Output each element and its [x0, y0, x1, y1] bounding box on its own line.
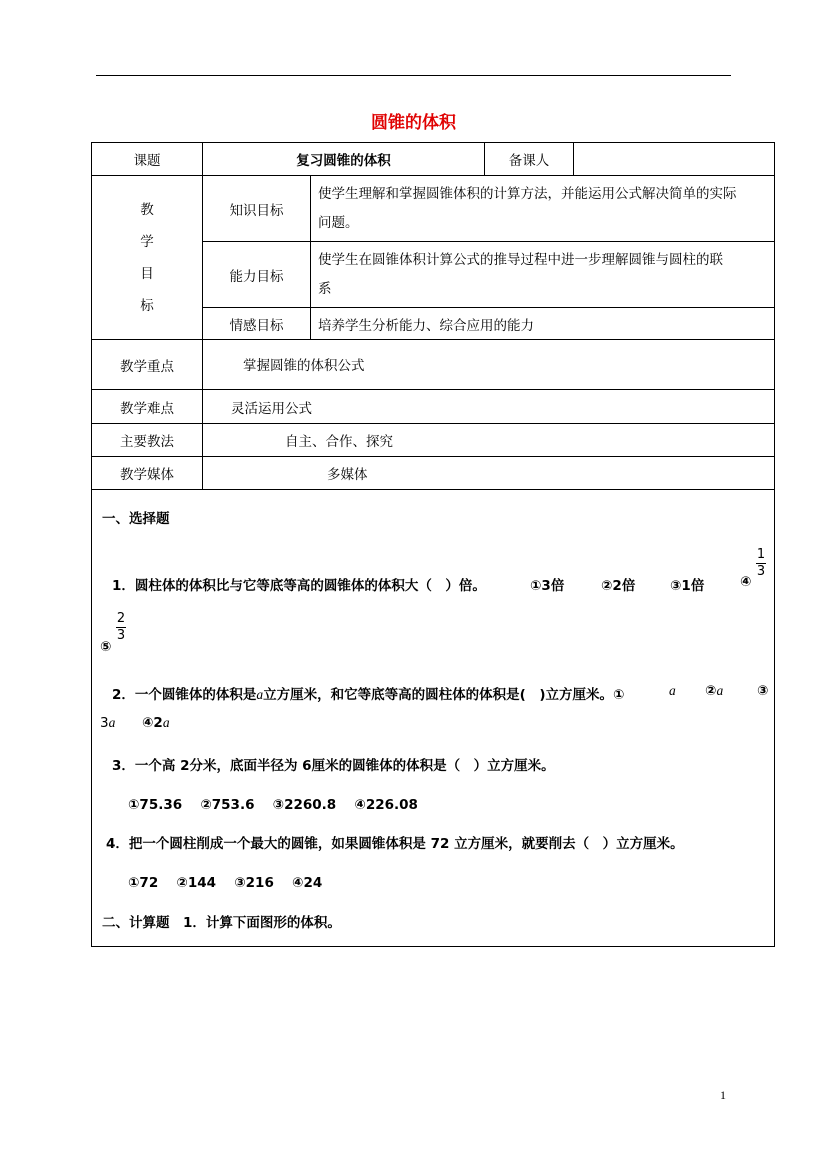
objective-text	[311, 176, 775, 242]
info-label: 教学重点	[92, 340, 203, 390]
q2-option-mark: ④2	[142, 715, 163, 731]
q1-fraction	[756, 548, 766, 579]
objectives-label	[92, 176, 203, 340]
header-rule	[96, 75, 731, 76]
q2-option	[142, 715, 170, 731]
q2-option	[100, 715, 115, 731]
info-value: 掌握圆锥的体积公式	[203, 340, 775, 390]
objective-label: 知识目标	[203, 176, 311, 242]
objective-line: 培养学生分析能力、综合应用的能力	[318, 317, 534, 334]
objectives-char: 学	[140, 233, 154, 250]
page-title: 圆锥的体积	[371, 113, 456, 133]
q1-option: ①3倍	[530, 578, 565, 594]
q2-text: 立方厘米，和它等底等高的圆柱体的体积是( )立方厘米。	[263, 687, 613, 703]
preparer-value	[574, 143, 775, 176]
section-heading: 一、选择题	[102, 511, 170, 527]
objectives-char: 标	[140, 297, 154, 314]
q4-options: ①72 ②144 ③216 ④24	[128, 875, 323, 891]
objective-text	[311, 242, 775, 308]
q2-option	[705, 683, 723, 699]
q1-fraction	[116, 612, 126, 643]
objectives-char: 教	[140, 201, 154, 218]
course-label: 课题	[92, 143, 203, 176]
q2-option: ③	[757, 683, 769, 699]
q1-option: ④	[740, 574, 752, 590]
q2-option-mark: ②	[705, 683, 717, 699]
objective-label: 情感目标	[203, 308, 311, 340]
objective-text	[311, 308, 775, 340]
q2-variable: a	[669, 683, 676, 698]
question-3: 3．一个高 2分米，底面半径为 6厘米的圆锥体的体积是（ ）立方厘米。	[112, 758, 555, 774]
fraction-numerator: 2	[116, 611, 126, 626]
info-label: 主要教法	[92, 424, 203, 457]
q2-variable: a	[716, 683, 724, 698]
q2-text: 2．一个圆锥体的体积是	[112, 687, 257, 703]
q1-option: ⑤	[100, 639, 112, 655]
q1-option: ②2倍	[601, 578, 636, 594]
fraction-numerator: 1	[756, 547, 766, 562]
q2-variable: a	[108, 715, 116, 730]
fraction-denominator: 3	[116, 628, 126, 643]
exercise-area	[92, 490, 775, 947]
question-4: 4．把一个圆柱削成一个最大的圆锥，如果圆锥体积是 72 立方厘米，就要削去（ ）立方厘米。	[106, 836, 684, 852]
objective-line: 问题。	[318, 214, 359, 231]
question-1: 1．圆柱体的体积比与它等底等高的圆锥体的体积大（ ）倍。	[112, 578, 486, 594]
section-heading: 二、计算题 1．计算下面图形的体积。	[102, 915, 341, 931]
q2-variable: a	[256, 687, 264, 702]
q2-variable: a	[162, 715, 170, 730]
objective-label: 能力目标	[203, 242, 311, 308]
lesson-plan-table	[91, 142, 775, 947]
info-value: 自主、合作、探究	[203, 424, 775, 457]
q2-option: ①	[613, 687, 625, 703]
info-value: 灵活运用公式	[203, 390, 775, 424]
objective-line: 系	[318, 280, 332, 297]
objective-line: 使学生理解和掌握圆锥体积的计算方法，并能运用公式解决简单的实际	[318, 185, 737, 202]
question-2	[112, 683, 624, 703]
objectives-char: 目	[140, 265, 154, 282]
q1-option: ③1倍	[670, 578, 705, 594]
course-value: 复习圆锥的体积	[203, 143, 485, 176]
info-label: 教学难点	[92, 390, 203, 424]
q3-options: ①75.36 ②753.6 ③2260.8 ④226.08	[128, 797, 418, 813]
page-number: 1	[720, 1088, 726, 1102]
q2-coef: 3	[100, 715, 109, 731]
preparer-label: 备课人	[485, 143, 574, 176]
info-value: 多媒体	[203, 457, 775, 490]
objective-line: 使学生在圆锥体积计算公式的推导过程中进一步理解圆锥与圆柱的联	[318, 251, 723, 268]
info-label: 教学媒体	[92, 457, 203, 490]
fraction-denominator: 3	[756, 564, 766, 579]
